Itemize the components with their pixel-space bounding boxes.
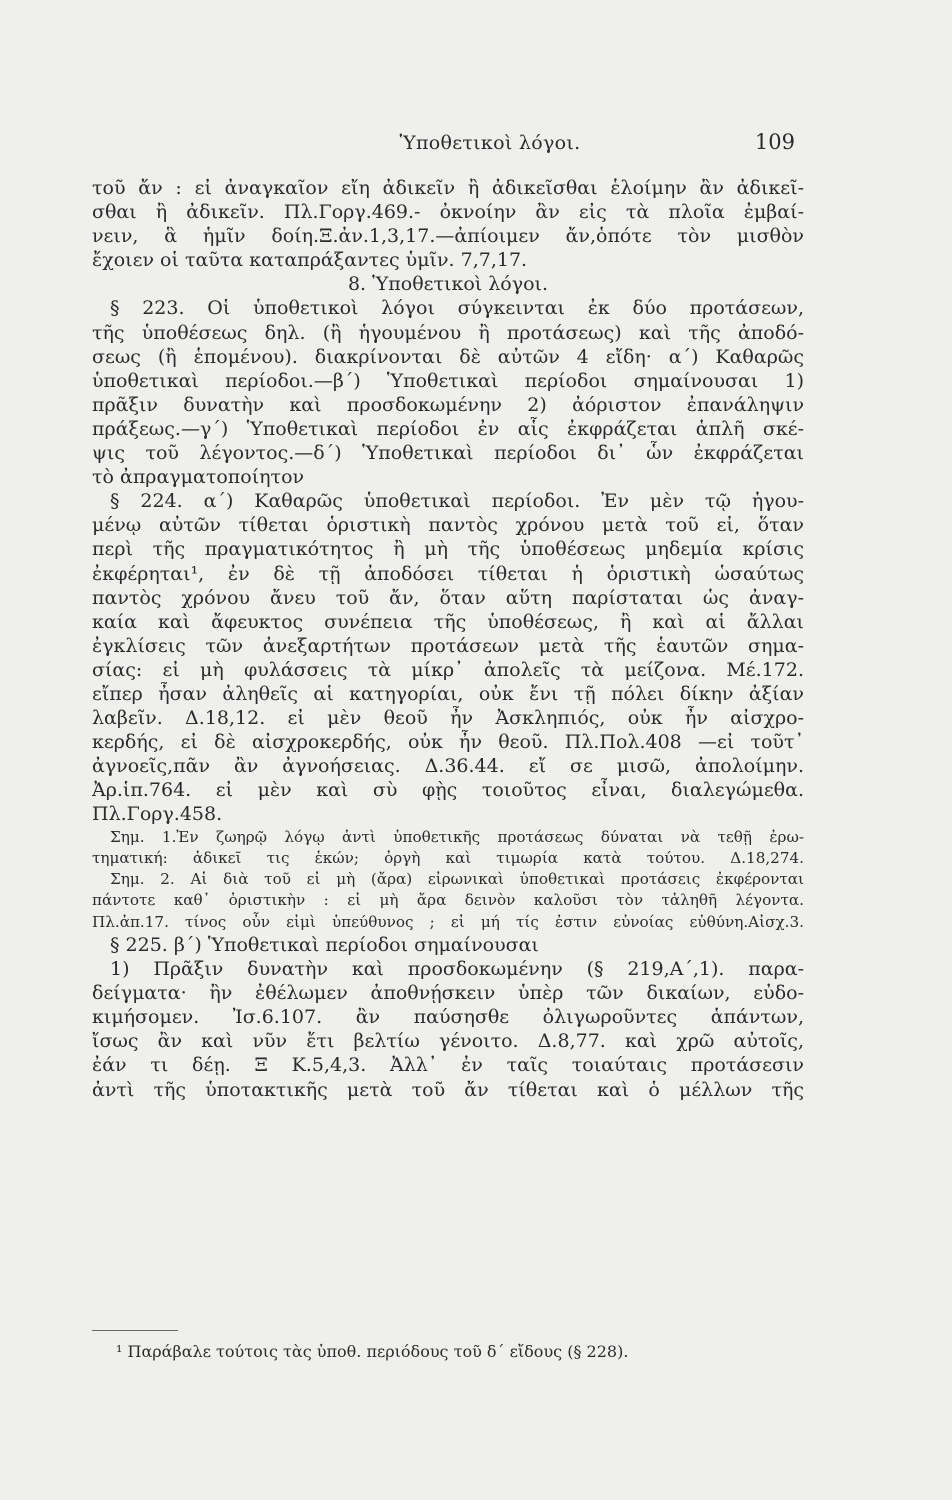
text-line: πράξεως.—γ΄) Ὑποθετικαὶ περίοδοι ἐν αἷς ἐκφράζεται ἁπλῆ σκέ- [92, 417, 804, 440]
page-number: 109 [754, 130, 795, 154]
text-line: τὸ ἀπραγματοποίητον [92, 466, 305, 489]
note-line: πάντοτε καθ᾽ ὁριστικὴν : εἰ μὴ ἄρα δεινὸν καλοῦσι τὸν τἀληθῆ λέγοντα. [92, 891, 804, 910]
text-line: νειν, ἃ ἡμῖν δοίη.Ξ.ἀν.1,3,17.—ἀπίοιμεν ἄν,ὁπότε τὸν μισθὸν [92, 225, 804, 248]
note-line: Σημ. 2. Αἱ διὰ τοῦ εἰ μὴ (ἄρα) εἰρωνικαὶ ὑποθετικαὶ προτάσεις ἐκφέρονται [110, 870, 804, 889]
text-line: σεως (ἢ ἑπομένου). διακρίνονται δὲ αὐτῶν 4 εἴδη· α΄) Καθαρῶς [92, 345, 804, 368]
note-line: τηματική: ἀδικεῖ τις ἑκών; ὀργὴ καὶ τιμωρία κατὰ τούτου. Δ.18,274. [92, 848, 804, 867]
text-line: παντὸς χρόνου ἄνευ τοῦ ἄν, ὅταν αὕτη παρίσταται ὡς ἀναγ- [92, 586, 804, 609]
text-line: ἐγκλίσεις τῶν ἀνεξαρτήτων προτάσεων μετὰ τῆς ἑαυτῶν σημα- [92, 634, 804, 657]
text-line: ὑποθετικαὶ περίοδοι.—β΄) Ὑποθετικαὶ περίοδοι σημαίνουσαι 1) [92, 369, 804, 392]
text-line: § 224. α΄) Καθαρῶς ὑποθετικαὶ περίοδοι. Ἐν μὲν τῷ ἡγου- [110, 490, 804, 513]
section-225-heading: § 225. β΄) Ὑποθετικαὶ περίοδοι σημαίνουσαι [110, 934, 539, 957]
note-line: Σημ. 1.Ἐν ζωηρῷ λόγῳ ἀντὶ ὑποθετικῆς προτάσεως δύναται νὰ τεθῇ ἐρω- [110, 827, 804, 846]
text-line: σίας: εἰ μὴ φυλάσσεις τὰ μίκρ᾽ ἀπολεῖς τὰ μείζονα. Μέ.172. [92, 658, 804, 681]
text-line: κιμήσομεν. Ἰσ.6.107. ἂν παύσησθε ὀλιγωροῦντες ἁπάντων, [92, 1006, 804, 1029]
text-line: μένῳ αὐτῶν τίθεται ὁριστικὴ παντὸς χρόνου μετὰ τοῦ εἰ, ὅταν [92, 514, 804, 537]
text-line: ἐκφέρηται¹, ἐν δὲ τῇ ἀποδόσει τίθεται ἡ ὁριστικὴ ὡσαύτως [92, 562, 804, 585]
text-line: Πλ.Γοργ.458. [92, 803, 223, 826]
text-line: 1) Πρᾶξιν δυνατὴν καὶ προσδοκωμένην (§ 219,Α΄,1). παρα- [110, 958, 804, 981]
text-line: εἴπερ ἦσαν ἀληθεῖς αἱ κατηγορίαι, οὐκ ἔνι τῇ πόλει δίκην ἀξίαν [92, 682, 804, 705]
text-line: § 223. Οἱ ὑποθετικοὶ λόγοι σύγκεινται ἐκ δύο προτάσεων, [110, 297, 804, 320]
footnote: ¹ Παράβαλε τούτοις τὰς ὑποθ. περιόδους τοῦ δ΄ εἴδους (§ 228). [116, 1342, 629, 1361]
note-line: Πλ.ἀπ.17. τίνος οὖν εἰμὶ ὑπεύθυνος ; εἰ μή τίς ἐστιν εὐνοίας εὐθύνη.Αἰσχ.3. [92, 912, 804, 931]
text-line: πρᾶξιν δυνατὴν καὶ προσδοκωμένην 2) ἀόριστον ἐπανάληψιν [92, 393, 804, 416]
footnote-divider [92, 1330, 178, 1331]
text-line: ἴσως ἂν καὶ νῦν ἔτι βελτίω γένοιτο. Δ.8,77. καὶ χρῶ αὐτοῖς, [92, 1030, 804, 1053]
text-line: ἐάν τι δέῃ. Ξ Κ.5,4,3. Ἀλλ᾽ ἐν ταῖς τοιαύταις προτάσεσιν [92, 1054, 804, 1077]
text-line: λαβεῖν. Δ.18,12. εἰ μὲν θεοῦ ἦν Ἀσκληπιός, οὐκ ἦν αἰσχρο- [92, 707, 804, 730]
text-line: ἀγνοεῖς,πᾶν ἂν ἀγνοήσειας. Δ.36.44. εἴ σε μισῶ, ἀπολοίμην. [92, 755, 804, 778]
text-line: τοῦ ἄν : εἰ ἀναγκαῖον εἴη ἀδικεῖν ἢ ἀδικεῖσθαι ἑλοίμην ἂν ἀδικεῖ- [92, 177, 804, 199]
text-line: ψις τοῦ λέγοντος.—δ΄) Ὑποθετικαὶ περίοδοι δι᾽ ὧν ἐκφράζεται [92, 442, 804, 465]
text-line: Ἀρ.ἱπ.764. εἰ μὲν καὶ σὺ φῂς τοιοῦτος εἶναι, διαλεγώμεθα. [92, 779, 804, 802]
running-title: Ὑποθετικοὶ λόγοι. [399, 132, 581, 154]
text-line: κερδής, εἰ δὲ αἰσχροκερδής, οὐκ ἦν θεοῦ. Πλ.Πολ.408 —εἰ τοῦτ᾽ [92, 731, 804, 754]
section-heading: 8. Ὑποθετικοὶ λόγοι. [347, 273, 549, 296]
text-line: καία καὶ ἄφευκτος συνέπεια τῆς ὑποθέσεως, ἢ καὶ αἱ ἄλλαι [92, 610, 804, 633]
body-text [92, 176, 804, 1102]
text-line: σθαι ἢ ἀδικεῖν. Πλ.Γοργ.469.- ὀκνοίην ἂν εἰς τὰ πλοῖα ἐμβαί- [92, 201, 804, 224]
text-line: ἀντὶ τῆς ὑποτακτικῆς μετὰ τοῦ ἄν τίθεται καὶ ὁ μέλλων τῆς [92, 1078, 804, 1101]
text-line: περὶ τῆς πραγματικότητος ἢ μὴ τῆς ὑποθέσεως μηδεμία κρίσις [92, 538, 804, 561]
text-line: δείγματα· ἢν ἐθέλωμεν ἀποθνῄσκειν ὑπὲρ τῶν δικαίων, εὐδο- [92, 982, 804, 1005]
text-line: τῆς ὑποθέσεως δηλ. (ἢ ἡγουμένου ἢ προτάσεως) καὶ τῆς ἀποδό- [92, 321, 804, 344]
text-line: ἔχοιεν οἱ ταῦτα καταπράξαντες ὑμῖν. 7,7,17. [92, 249, 528, 272]
